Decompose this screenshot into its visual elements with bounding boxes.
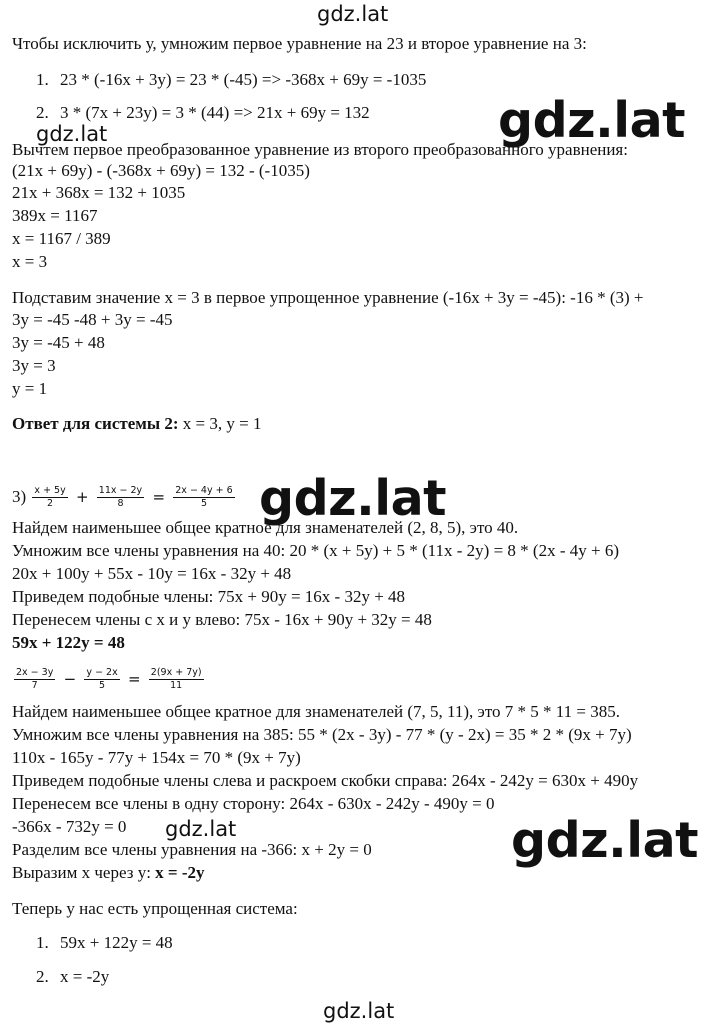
step-b8 [12,863,205,883]
subtract-instruction: Вычтем первое преобразованное уравнение из второго преобразованного уравнения: [12,140,628,159]
equation-3-prefix: 3) [12,487,27,507]
step-b6: -366x - 732y = 0 [12,817,127,836]
fraction-denominator: 2 [47,497,54,509]
step-b5: Перенесем все члены в одну сторону: 264x - 630x - 242y - 490y = 0 [12,794,495,813]
watermark-lower-right: gdz.lat [511,812,699,869]
watermark-lower-small: gdz.lat [165,817,237,841]
fraction-2 [97,485,144,510]
fraction-denominator: 5 [200,497,207,509]
list-item-2-number: 2. [36,103,49,122]
substitute-step-4: y = 1 [12,379,48,398]
system-item-1-number: 1. [36,933,49,952]
equals-sign: = [127,670,141,689]
fraction-2 [84,667,119,692]
system-item-2: x = -2y [60,967,110,986]
subtract-step-1: (21x + 69y) - (-368x + 69y) = 132 - (-1035) [12,161,310,180]
list-item-1: 23 * (-16x + 3y) = 23 * (-45) => -368x + 69y = -1035 [60,70,427,89]
substitute-step-2: 3y = -45 + 48 [12,333,105,352]
step-a5: Перенесем члены с x и y влево: 75x - 16x + 90y + 32y = 48 [12,610,432,629]
step-a1: Найдем наименьшее общее кратное для знаменателей (2, 8, 5), это 40. [12,518,519,537]
watermark-bottom: gdz.lat [323,999,395,1023]
fraction-1 [14,667,55,692]
step-b7: Разделим все члены уравнения на -366: x + 2y = 0 [12,840,372,859]
fraction-numerator: 2x − 3y [16,666,54,678]
fraction-3 [149,667,204,692]
list-item-2: 3 * (7x + 23y) = 3 * (44) => 21x + 69y = 132 [60,103,370,122]
fraction-numerator: y − 2x [86,666,118,678]
fraction-numerator: 2x − 4y + 6 [175,484,233,496]
fraction-1 [32,485,67,510]
step-b3: 110x - 165y - 77y + 154x = 70 * (9x + 7y) [12,748,301,767]
equation-4 [12,664,206,693]
watermark-top: gdz.lat [317,2,389,26]
watermark-middle: gdz.lat [259,470,447,527]
substitute-step-3: 3y = 3 [12,356,56,375]
minus-sign: − [63,670,77,689]
fraction-denominator: 7 [31,679,38,691]
plus-sign: + [75,488,89,507]
subtract-step-4: x = 1167 / 389 [12,229,111,248]
fraction-numerator: x + 5y [34,484,66,496]
answer-label: Ответ для системы 2: [12,414,179,433]
system-intro: Теперь у нас есть упрощенная система: [12,899,298,918]
step-a6-result: 59x + 122y = 48 [12,633,125,652]
step-a4: Приведем подобные члены: 75x + 90y = 16x - 32y + 48 [12,587,406,606]
step-b8-text: Выразим x через y: [12,863,156,882]
fraction-denominator: 11 [170,679,183,691]
watermark-upper-right: gdz.lat [498,92,686,149]
fraction-denominator: 5 [99,679,106,691]
step-b4: Приведем подобные члены слева и раскроем скобки справа: 264x - 242y = 630x + 490y [12,771,639,790]
fraction-numerator: 11x − 2y [98,484,143,496]
answer-system-2 [12,414,261,434]
subtract-step-2: 21x + 368x = 132 + 1035 [12,183,186,202]
substitute-instruction: Подставим значение x = 3 в первое упрощенное уравнение (-16x + 3y = -45): -16 * (3) + [12,288,644,307]
list-item-1-number: 1. [36,70,49,89]
step-a2: Умножим все члены уравнения на 40: 20 * (x + 5y) + 5 * (11x - 2y) = 8 * (2x - 4y + 6) [12,541,620,560]
watermark-upper-left-small: gdz.lat [36,122,108,146]
fraction-numerator: 2(9x + 7y) [150,666,202,678]
step-b1: Найдем наименьшее общее кратное для знаменателей (7, 5, 11), это 7 * 5 * 11 = 385. [12,702,620,721]
subtract-step-5: x = 3 [12,252,48,271]
subtract-step-3: 389x = 1167 [12,206,98,225]
system-item-2-number: 2. [36,967,49,986]
substitute-step-1: 3y = -45 -48 + 3y = -45 [12,310,173,329]
fraction-3 [173,485,234,510]
equals-sign: = [152,488,166,507]
step-b8-result: x = -2y [155,863,205,882]
fraction-denominator: 8 [117,497,124,509]
equation-3 [12,482,237,511]
system-item-1: 59x + 122y = 48 [60,933,173,952]
step-b2: Умножим все члены уравнения на 385: 55 * (2x - 3y) - 77 * (y - 2x) = 35 * 2 * (9x + 7y) [12,725,632,744]
step-a3: 20x + 100y + 55x - 10y = 16x - 32y + 48 [12,564,292,583]
intro-line: Чтобы исключить у, умножим первое уравнение на 23 и второе уравнение на 3: [12,34,587,53]
answer-value: x = 3, y = 1 [178,414,262,433]
